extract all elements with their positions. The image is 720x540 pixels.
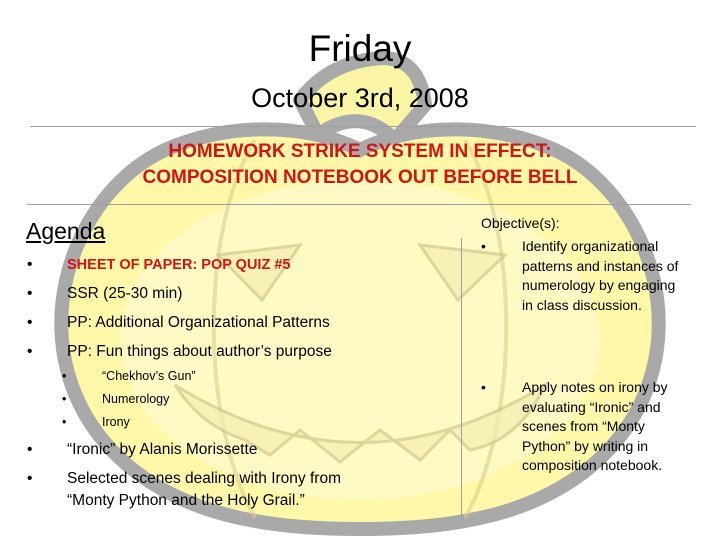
- agenda-item-label: SHEET OF PAPER: POP QUIZ #5: [67, 257, 291, 273]
- bullet: •: [27, 256, 33, 273]
- bullet: •: [481, 238, 486, 254]
- bullet: •: [481, 379, 486, 395]
- agenda-item-label: “Monty Python and the Holy Grail.”: [67, 492, 305, 509]
- bullet: •: [27, 285, 33, 302]
- homework-notice: [0, 139, 720, 191]
- slide-title: Friday: [308, 28, 412, 69]
- bullet: •: [62, 415, 67, 429]
- bullet: •: [27, 470, 33, 487]
- objectives-heading: Objective(s):: [481, 215, 560, 231]
- bullet: •: [27, 441, 33, 458]
- agenda-item-label: SSR (25-30 min): [67, 285, 183, 302]
- bullet: •: [27, 343, 33, 360]
- divider-top: [30, 126, 696, 127]
- objective-item-text: Apply notes on irony by evaluating “Ironic” and scenes from “Monty Python” by writing in composition notebook.: [522, 379, 668, 473]
- agenda-subitem-label: Irony: [102, 415, 130, 429]
- homework-notice-line1: HOMEWORK STRIKE SYSTEM IN EFFECT:: [168, 141, 552, 162]
- agenda-item-label: PP: Fun things about author’s purpose: [67, 343, 332, 360]
- bullet: •: [62, 392, 67, 406]
- agenda-item-label: “Ironic” by Alanis Morissette: [67, 441, 258, 458]
- objective-item-text: Identify organizational patterns and instances of numerology by engaging in class discussion.: [522, 238, 679, 313]
- bullet: •: [62, 369, 67, 383]
- divider-bottom: [27, 204, 691, 205]
- slide-subtitle-date: October 3rd, 2008: [251, 83, 469, 113]
- agenda-subitem-label: “Chekhov’s Gun”: [102, 369, 196, 383]
- homework-notice-line2: COMPOSITION NOTEBOOK OUT BEFORE BELL: [142, 167, 578, 188]
- agenda-item-label: PP: Additional Organizational Patterns: [67, 314, 330, 331]
- bullet: •: [27, 314, 33, 331]
- agenda-subitem-label: Numerology: [102, 392, 170, 406]
- agenda-heading: Agenda: [26, 218, 106, 244]
- column-divider: [461, 238, 462, 523]
- agenda-item-label: Selected scenes dealing with Irony from: [67, 470, 341, 487]
